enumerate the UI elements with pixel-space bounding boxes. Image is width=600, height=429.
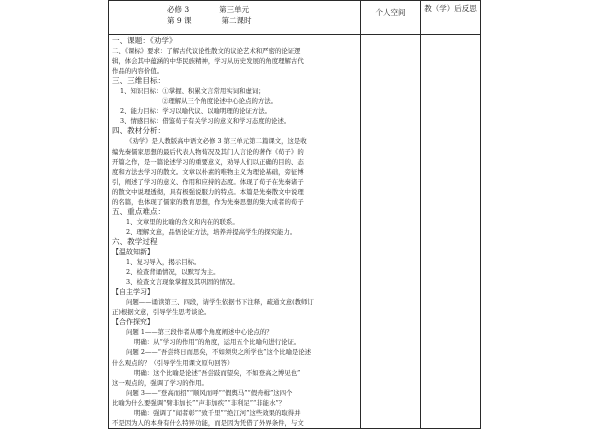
- unit-label: 第三单元: [219, 5, 250, 14]
- content-line: 明确：从“学习的作用”的角度，运用五个比喻句进行论证。: [134, 338, 301, 347]
- header-line-2: [167, 15, 252, 26]
- content-line: 比喻为什么要强调“臂非加长”“声非加疾”“非利足”“非能水”？: [112, 398, 286, 407]
- content-line: 1、文章里的比喻的含义和内在的联系。: [126, 217, 239, 226]
- lesson-content: [109, 35, 360, 428]
- content-line: 3、检查文言现象掌握及其巩固的情况。: [126, 278, 239, 287]
- content-line: 1、复习导入，揭示目标。: [126, 258, 201, 267]
- content-line: 的名篇，也体现了儒家的教育思想，作为先秦思想的集大成者的荀子: [112, 197, 304, 206]
- space-cell: [361, 35, 421, 429]
- lesson-plan-sheet: [108, 0, 480, 427]
- content-line: 《劝学》是人教版高中语文必修 3 第三单元第二篇课文，这是收: [126, 137, 307, 146]
- content-line: 明确：强调了“闻者彰”“致千里”“绝江河”这些效果的取得并: [134, 408, 301, 417]
- content-line: 二、《课标》要求：了解古代议论性散文的议论艺术和严密的论证逻: [112, 47, 301, 56]
- content-line: 3、情感目标：借鉴荀子有关学习的意义和学习态度的论述。: [120, 117, 291, 126]
- content-line: 什么观点的？（引导学生用课文原句回答）: [112, 358, 234, 367]
- space-header-cell: [361, 1, 421, 35]
- content-line: 2、能力目标：学习以喻代议、以喻明理的论证方法。: [120, 107, 272, 116]
- content-line: 【温故知新】: [112, 247, 154, 256]
- reflect-label: 教（学）后反思: [424, 4, 477, 13]
- content-line: 作品的内容价值。: [112, 67, 164, 76]
- content-line: 【自主学习】: [112, 288, 154, 297]
- content-line: 问题 3——“登高而招”“顺风而呼”“假舆马”“假舟楫”这四个: [126, 388, 293, 397]
- content-line: 问题——诵读第三、四段，请学生依据书下注释，疏通文意(教师订: [126, 298, 314, 307]
- content-line: 五、重点难点：: [112, 206, 166, 216]
- content-line: 一、课题：《劝学》: [112, 36, 177, 45]
- content-line: 问题 2——“吾尝终日而思矣，不如须臾之所学也”这个比喻是论述: [126, 348, 312, 357]
- header-row: [109, 1, 481, 35]
- content-line: 2、理解文意，品悟论证方法，培养并提高学生的探究能力。: [126, 227, 297, 236]
- header-info-cell: [109, 1, 361, 35]
- content-line: 度和方法去学习的散文。文章以朴素的唯物主义为理论基础，旁征博: [112, 167, 304, 176]
- content-line: 四、教材分析：: [112, 126, 166, 136]
- header-line-1: [167, 4, 249, 15]
- content-line: 不是因为人的本身有什么特异功能，而是因为凭借了外界条件，与文: [112, 418, 304, 427]
- content-line: 编先秦儒家思想的最后代表人物荀况及其门人言论的著作《荀子》的: [112, 147, 304, 156]
- content-line: 六、教学过程: [112, 236, 158, 246]
- reflect-header-cell: [421, 1, 481, 35]
- content-line: 2、检查背诵情况，以默写为主。: [126, 268, 220, 277]
- content-cell: [109, 35, 361, 429]
- book-label: 必修 3: [167, 5, 190, 14]
- reflect-cell: [421, 35, 481, 429]
- content-line: 辑，体会其中蕴涵的中华民族精神，学习从历史发展的角度理解古代: [112, 57, 304, 66]
- content-line: 正)根据文意，引导学生思考谈论。: [112, 308, 211, 317]
- content-line: 引，阐述了学习的意义、作用和应持的态度。体现了荀子在先秦诸子: [112, 177, 304, 186]
- content-line: 1、知识目标：①掌握、积累文言常用实词和虚词；: [120, 87, 265, 96]
- content-line: 明确：这个比喻是论述“吾尝跂而望矣，不如登高之博见也”: [134, 368, 301, 377]
- content-line: 开篇之作，是一篇论述学习的重要意义，劝导人们以正确的目的、态: [112, 157, 304, 166]
- content-line: 三、三维目标：: [112, 76, 166, 86]
- content-line: 【合作探究】: [112, 318, 154, 327]
- body-row: [109, 35, 481, 429]
- content-line: 这一观点的，强调了学习的作用。: [112, 378, 208, 387]
- content-line: ②理解从三个角度论述中心论点的方法。: [162, 97, 278, 106]
- section-label: 第 9 课: [167, 16, 192, 25]
- space-label: 个人空间: [375, 8, 406, 17]
- lesson-plan-table: [108, 0, 481, 429]
- period-label: 第二课时: [221, 16, 252, 25]
- content-line: 的散文中说理透彻，具有极强说服力的特点。本篇是先秦散文中说理: [112, 187, 304, 196]
- content-line: 问题 1——第三段作者从哪个角度阐述中心论点的？: [126, 328, 273, 337]
